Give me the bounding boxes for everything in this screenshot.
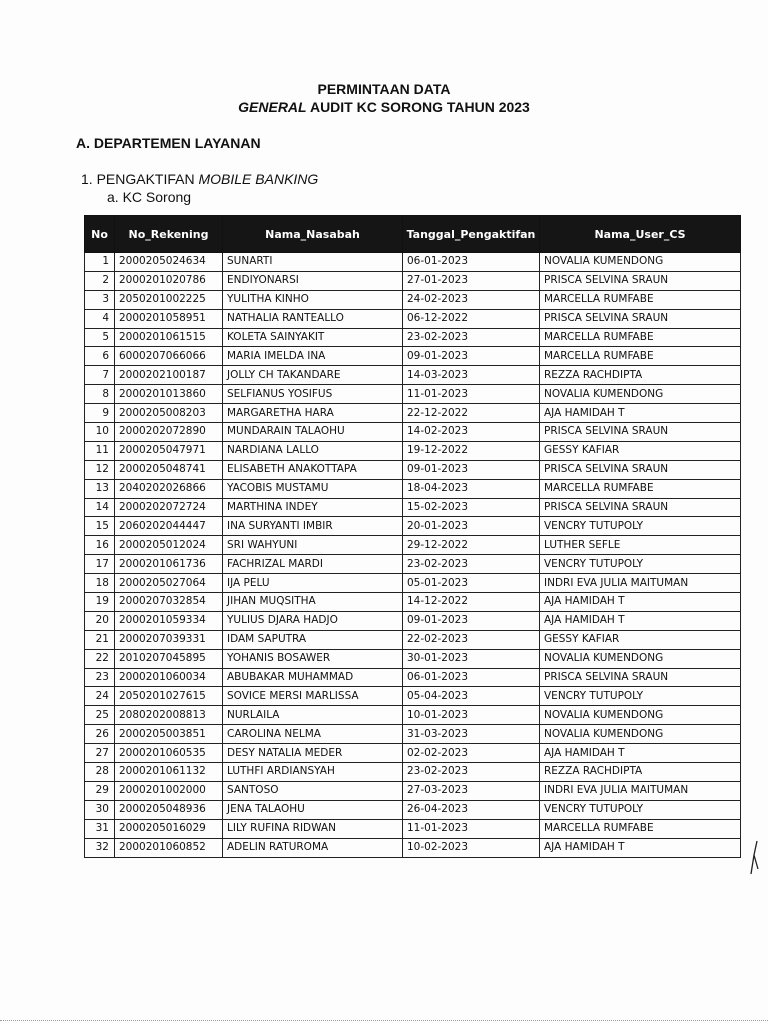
col-account-number: 2000201060852 bbox=[115, 838, 223, 857]
table-row bbox=[85, 763, 741, 782]
col-account-number: 2000201060034 bbox=[115, 668, 223, 687]
col-activation-date: 14-02-2023 bbox=[403, 423, 540, 442]
table-row bbox=[85, 347, 741, 366]
table-row bbox=[85, 404, 741, 423]
col-customer-name: IDAM SAPUTRA bbox=[223, 630, 403, 649]
col-no: 14 bbox=[85, 498, 115, 517]
col-no: 17 bbox=[85, 555, 115, 574]
table-row bbox=[85, 781, 741, 800]
subtitle-italic: GENERAL bbox=[238, 99, 307, 115]
col-activation-date: 26-04-2023 bbox=[403, 800, 540, 819]
col-account-number: 2000205048741 bbox=[115, 460, 223, 479]
col-account-number: 2080202008813 bbox=[115, 706, 223, 725]
col-activation-date: 19-12-2022 bbox=[403, 441, 540, 460]
col-activation-date: 14-03-2023 bbox=[403, 366, 540, 385]
col-cs-user: REZZA RACHDIPTA bbox=[540, 366, 741, 385]
col-cs-user: MARCELLA RUMFABE bbox=[540, 328, 741, 347]
table-row bbox=[85, 593, 741, 612]
col-account-number: 2000201061515 bbox=[115, 328, 223, 347]
col-no: 15 bbox=[85, 517, 115, 536]
col-customer-name: JIHAN MUQSITHA bbox=[223, 593, 403, 612]
col-cs-user: MARCELLA RUMFABE bbox=[540, 290, 741, 309]
col-account-number: 2000201020786 bbox=[115, 271, 223, 290]
col-customer-name: DESY NATALIA MEDER bbox=[223, 744, 403, 763]
table-row bbox=[85, 479, 741, 498]
col-no: 28 bbox=[85, 763, 115, 782]
col-cs-user: PRISCA SELVINA SRAUN bbox=[540, 423, 741, 442]
col-cs-user: GESSY KAFIAR bbox=[540, 630, 741, 649]
header-cs-user: Nama_User_CS bbox=[540, 216, 741, 253]
col-cs-user: INDRI EVA JULIA MAITUMAN bbox=[540, 781, 741, 800]
table-row bbox=[85, 385, 741, 404]
col-customer-name: JENA TALAOHU bbox=[223, 800, 403, 819]
document-title: PERMINTAAN DATA bbox=[317, 81, 451, 97]
col-no: 23 bbox=[85, 668, 115, 687]
header-activation-date: Tanggal_Pengaktifan bbox=[403, 216, 540, 253]
col-activation-date: 23-02-2023 bbox=[403, 328, 540, 347]
col-no: 31 bbox=[85, 819, 115, 838]
col-no: 4 bbox=[85, 309, 115, 328]
col-cs-user: VENCRY TUTUPOLY bbox=[540, 800, 741, 819]
col-no: 9 bbox=[85, 404, 115, 423]
table-row bbox=[85, 819, 741, 838]
table-row bbox=[85, 800, 741, 819]
col-cs-user: PRISCA SELVINA SRAUN bbox=[540, 309, 741, 328]
col-activation-date: 10-01-2023 bbox=[403, 706, 540, 725]
col-activation-date: 05-04-2023 bbox=[403, 687, 540, 706]
table-row bbox=[85, 271, 741, 290]
table-row bbox=[85, 668, 741, 687]
col-activation-date: 24-02-2023 bbox=[403, 290, 540, 309]
table-row bbox=[85, 725, 741, 744]
col-no: 19 bbox=[85, 593, 115, 612]
col-no: 12 bbox=[85, 460, 115, 479]
table-row bbox=[85, 555, 741, 574]
col-account-number: 2000205008203 bbox=[115, 404, 223, 423]
col-customer-name: MARTHINA INDEY bbox=[223, 498, 403, 517]
activation-table bbox=[84, 215, 741, 858]
col-customer-name: MUNDARAIN TALAOHU bbox=[223, 423, 403, 442]
col-account-number: 2000201060535 bbox=[115, 744, 223, 763]
col-account-number: 2000202072890 bbox=[115, 423, 223, 442]
table-row bbox=[85, 309, 741, 328]
col-account-number: 2000201002000 bbox=[115, 781, 223, 800]
col-cs-user: PRISCA SELVINA SRAUN bbox=[540, 271, 741, 290]
col-cs-user: VENCRY TUTUPOLY bbox=[540, 555, 741, 574]
col-cs-user: PRISCA SELVINA SRAUN bbox=[540, 460, 741, 479]
col-customer-name: KOLETA SAINYAKIT bbox=[223, 328, 403, 347]
col-customer-name: ENDIYONARSI bbox=[223, 271, 403, 290]
col-cs-user: INDRI EVA JULIA MAITUMAN bbox=[540, 574, 741, 593]
col-activation-date: 18-04-2023 bbox=[403, 479, 540, 498]
col-customer-name: ELISABETH ANAKOTTAPA bbox=[223, 460, 403, 479]
col-activation-date: 02-02-2023 bbox=[403, 744, 540, 763]
col-cs-user: AJA HAMIDAH T bbox=[540, 593, 741, 612]
col-account-number: 2000207032854 bbox=[115, 593, 223, 612]
col-account-number: 2050201027615 bbox=[115, 687, 223, 706]
col-no: 26 bbox=[85, 725, 115, 744]
col-no: 1 bbox=[85, 253, 115, 272]
col-account-number: 2050201002225 bbox=[115, 290, 223, 309]
col-account-number: 2000205003851 bbox=[115, 725, 223, 744]
table-header bbox=[85, 216, 741, 253]
col-activation-date: 06-01-2023 bbox=[403, 253, 540, 272]
col-no: 27 bbox=[85, 744, 115, 763]
table-header-row bbox=[85, 216, 741, 253]
table-row bbox=[85, 687, 741, 706]
col-no: 11 bbox=[85, 441, 115, 460]
col-activation-date: 14-12-2022 bbox=[403, 593, 540, 612]
col-account-number: 2060202044447 bbox=[115, 517, 223, 536]
col-cs-user: AJA HAMIDAH T bbox=[540, 404, 741, 423]
col-customer-name: YULIUS DJARA HADJO bbox=[223, 611, 403, 630]
col-activation-date: 22-12-2022 bbox=[403, 404, 540, 423]
col-activation-date: 11-01-2023 bbox=[403, 385, 540, 404]
col-customer-name: SELFIANUS YOSIFUS bbox=[223, 385, 403, 404]
col-cs-user: NOVALIA KUMENDONG bbox=[540, 385, 741, 404]
col-no: 5 bbox=[85, 328, 115, 347]
col-activation-date: 20-01-2023 bbox=[403, 517, 540, 536]
col-activation-date: 22-02-2023 bbox=[403, 630, 540, 649]
col-customer-name: SOVICE MERSI MARLISSA bbox=[223, 687, 403, 706]
document-subtitle bbox=[0, 99, 768, 115]
col-no: 7 bbox=[85, 366, 115, 385]
table-row bbox=[85, 574, 741, 593]
col-no: 18 bbox=[85, 574, 115, 593]
col-no: 22 bbox=[85, 649, 115, 668]
col-activation-date: 31-03-2023 bbox=[403, 725, 540, 744]
col-account-number: 2000205024634 bbox=[115, 253, 223, 272]
col-customer-name: JOLLY CH TAKANDARE bbox=[223, 366, 403, 385]
col-account-number: 2000205012024 bbox=[115, 536, 223, 555]
col-account-number: 2000201061132 bbox=[115, 763, 223, 782]
col-cs-user: PRISCA SELVINA SRAUN bbox=[540, 668, 741, 687]
col-no: 8 bbox=[85, 385, 115, 404]
col-cs-user: MARCELLA RUMFABE bbox=[540, 479, 741, 498]
col-account-number: 2000205048936 bbox=[115, 800, 223, 819]
col-account-number: 2000202072724 bbox=[115, 498, 223, 517]
col-account-number: 2000207039331 bbox=[115, 630, 223, 649]
col-account-number: 2000201013860 bbox=[115, 385, 223, 404]
col-account-number: 2000205016029 bbox=[115, 819, 223, 838]
col-account-number: 2000205027064 bbox=[115, 574, 223, 593]
table-row bbox=[85, 706, 741, 725]
col-cs-user: NOVALIA KUMENDONG bbox=[540, 706, 741, 725]
col-customer-name: NURLAILA bbox=[223, 706, 403, 725]
col-customer-name: LILY RUFINA RIDWAN bbox=[223, 819, 403, 838]
col-customer-name: IJA PELU bbox=[223, 574, 403, 593]
table-row bbox=[85, 838, 741, 857]
col-customer-name: SANTOSO bbox=[223, 781, 403, 800]
page-bottom-rule bbox=[0, 1020, 768, 1021]
col-customer-name: NATHALIA RANTEALLO bbox=[223, 309, 403, 328]
col-activation-date: 30-01-2023 bbox=[403, 649, 540, 668]
item-heading bbox=[81, 171, 318, 187]
col-cs-user: AJA HAMIDAH T bbox=[540, 744, 741, 763]
col-customer-name: SUNARTI bbox=[223, 253, 403, 272]
col-activation-date: 23-02-2023 bbox=[403, 555, 540, 574]
col-activation-date: 06-01-2023 bbox=[403, 668, 540, 687]
col-customer-name: YOHANIS BOSAWER bbox=[223, 649, 403, 668]
table-row bbox=[85, 649, 741, 668]
col-cs-user: AJA HAMIDAH T bbox=[540, 838, 741, 857]
col-account-number: 2000201061736 bbox=[115, 555, 223, 574]
col-account-number: 2000201059334 bbox=[115, 611, 223, 630]
col-customer-name: YULITHA KINHO bbox=[223, 290, 403, 309]
table-row bbox=[85, 423, 741, 442]
col-no: 30 bbox=[85, 800, 115, 819]
col-customer-name: ABUBAKAR MUHAMMAD bbox=[223, 668, 403, 687]
item-italic: MOBILE BANKING bbox=[198, 171, 319, 187]
col-no: 29 bbox=[85, 781, 115, 800]
col-account-number: 2040202026866 bbox=[115, 479, 223, 498]
table-row bbox=[85, 536, 741, 555]
col-account-number: 2010207045895 bbox=[115, 649, 223, 668]
table-row bbox=[85, 253, 741, 272]
col-activation-date: 11-01-2023 bbox=[403, 819, 540, 838]
col-cs-user: MARCELLA RUMFABE bbox=[540, 819, 741, 838]
col-activation-date: 15-02-2023 bbox=[403, 498, 540, 517]
col-no: 10 bbox=[85, 423, 115, 442]
col-activation-date: 09-01-2023 bbox=[403, 460, 540, 479]
col-account-number: 2000205047971 bbox=[115, 441, 223, 460]
col-cs-user: NOVALIA KUMENDONG bbox=[540, 725, 741, 744]
col-no: 2 bbox=[85, 271, 115, 290]
header-account-number: No_Rekening bbox=[115, 216, 223, 253]
col-cs-user: MARCELLA RUMFABE bbox=[540, 347, 741, 366]
col-no: 13 bbox=[85, 479, 115, 498]
table-row bbox=[85, 328, 741, 347]
col-activation-date: 10-02-2023 bbox=[403, 838, 540, 857]
col-no: 3 bbox=[85, 290, 115, 309]
col-activation-date: 29-12-2022 bbox=[403, 536, 540, 555]
table-row bbox=[85, 460, 741, 479]
col-customer-name: FACHRIZAL MARDI bbox=[223, 555, 403, 574]
header-no: No bbox=[85, 216, 115, 253]
col-cs-user: GESSY KAFIAR bbox=[540, 441, 741, 460]
header-customer-name: Nama_Nasabah bbox=[223, 216, 403, 253]
col-cs-user: REZZA RACHDIPTA bbox=[540, 763, 741, 782]
table-row bbox=[85, 441, 741, 460]
col-cs-user: VENCRY TUTUPOLY bbox=[540, 687, 741, 706]
col-account-number: 6000207066066 bbox=[115, 347, 223, 366]
table-row bbox=[85, 611, 741, 630]
col-customer-name: INA SURYANTI IMBIR bbox=[223, 517, 403, 536]
col-cs-user: PRISCA SELVINA SRAUN bbox=[540, 498, 741, 517]
col-activation-date: 23-02-2023 bbox=[403, 763, 540, 782]
subitem-heading: a. KC Sorong bbox=[107, 189, 192, 205]
col-no: 25 bbox=[85, 706, 115, 725]
col-cs-user: LUTHER SEFLE bbox=[540, 536, 741, 555]
col-cs-user: VENCRY TUTUPOLY bbox=[540, 517, 741, 536]
col-activation-date: 06-12-2022 bbox=[403, 309, 540, 328]
col-customer-name: NARDIANA LALLO bbox=[223, 441, 403, 460]
col-no: 32 bbox=[85, 838, 115, 857]
col-activation-date: 05-01-2023 bbox=[403, 574, 540, 593]
col-customer-name: CAROLINA NELMA bbox=[223, 725, 403, 744]
col-activation-date: 09-01-2023 bbox=[403, 611, 540, 630]
col-customer-name: MARIA IMELDA INA bbox=[223, 347, 403, 366]
col-account-number: 2000202100187 bbox=[115, 366, 223, 385]
subtitle-rest: AUDIT KC SORONG TAHUN 2023 bbox=[306, 99, 530, 115]
col-cs-user: NOVALIA KUMENDONG bbox=[540, 649, 741, 668]
col-no: 21 bbox=[85, 630, 115, 649]
table-row bbox=[85, 517, 741, 536]
col-no: 20 bbox=[85, 611, 115, 630]
table-row bbox=[85, 290, 741, 309]
col-cs-user: AJA HAMIDAH T bbox=[540, 611, 741, 630]
col-activation-date: 27-01-2023 bbox=[403, 271, 540, 290]
col-activation-date: 09-01-2023 bbox=[403, 347, 540, 366]
col-no: 16 bbox=[85, 536, 115, 555]
col-account-number: 2000201058951 bbox=[115, 309, 223, 328]
table-row bbox=[85, 366, 741, 385]
col-customer-name: ADELIN RATUROMA bbox=[223, 838, 403, 857]
table-body bbox=[85, 253, 741, 858]
col-no: 6 bbox=[85, 347, 115, 366]
table-row bbox=[85, 630, 741, 649]
col-customer-name: LUTHFI ARDIANSYAH bbox=[223, 763, 403, 782]
col-customer-name: YACOBIS MUSTAMU bbox=[223, 479, 403, 498]
col-activation-date: 27-03-2023 bbox=[403, 781, 540, 800]
item-prefix: 1. PENGAKTIFAN bbox=[81, 171, 199, 187]
col-customer-name: MARGARETHA HARA bbox=[223, 404, 403, 423]
col-customer-name: SRI WAHYUNI bbox=[223, 536, 403, 555]
section-heading: A. DEPARTEMEN LAYANAN bbox=[76, 135, 261, 151]
col-no: 24 bbox=[85, 687, 115, 706]
col-cs-user: NOVALIA KUMENDONG bbox=[540, 253, 741, 272]
table-row bbox=[85, 744, 741, 763]
handwritten-mark bbox=[748, 838, 764, 878]
table-row bbox=[85, 498, 741, 517]
